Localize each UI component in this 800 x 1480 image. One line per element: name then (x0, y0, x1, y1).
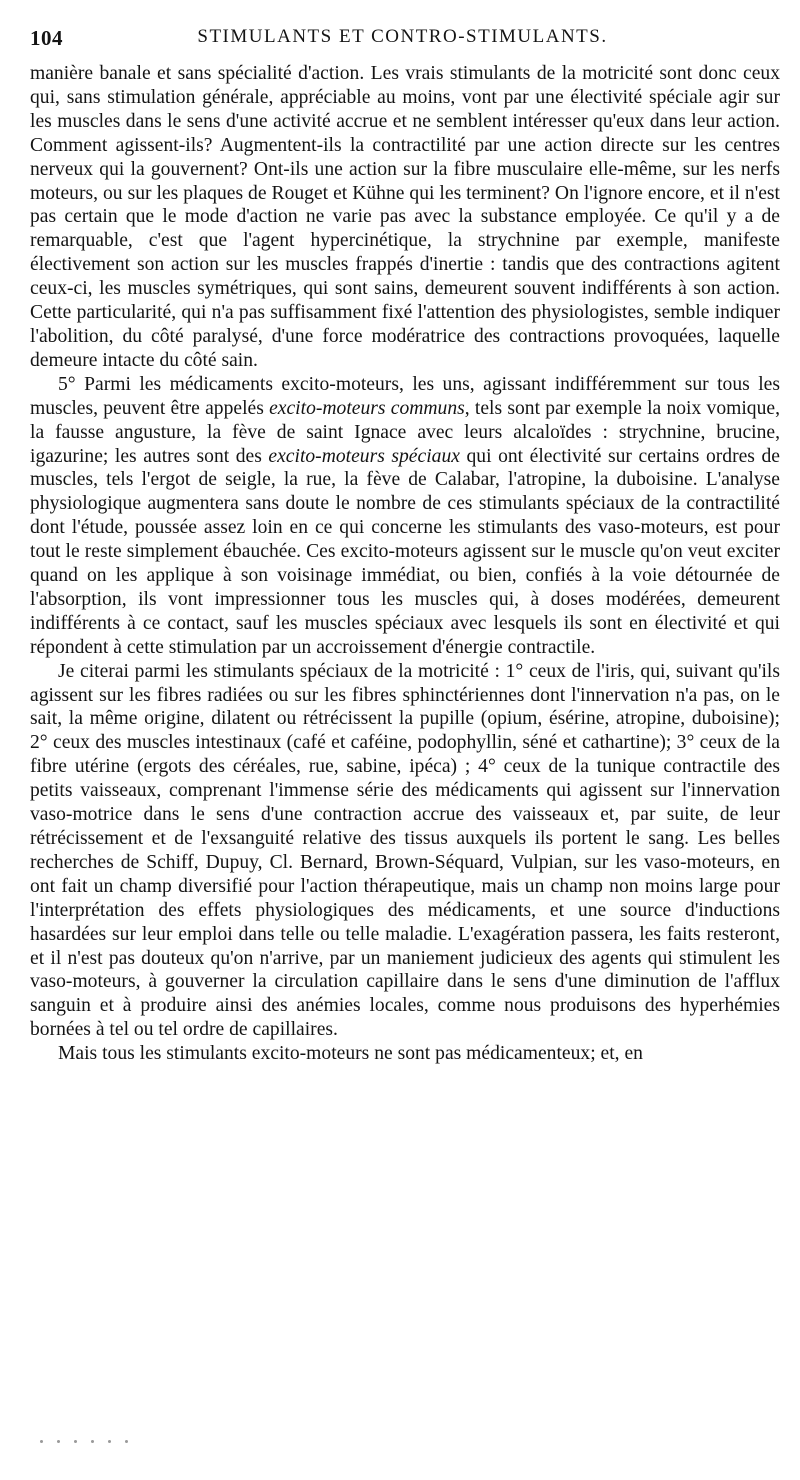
text-segment: qui ont électivité sur certains ordres de muscles, tels l'ergot de seigle, la rue, la fève de Calabar, l'atropine, la duboisine. L'analyse physiologique augmentera sans doute le nombre de ces stimulants spéciaux de la contractilité dont l'étude, poussée assez loin en ce qui concerne les stimulants des vaso-moteurs, est pour tout le reste simplement ébauchée. Ces excito-moteurs agissent sur le muscle qu'on veut exciter quand on les applique à son voisinage immédiat, ou bien, confiés à la voie détournée de l'absorption, ils vont impressionner tous les muscles qui, à doses modérées, demeurent indifférents à ce contact, sauf les muscles spéciaux avec lesquels ils sont en électivité et qui répondent à cette stimulation par un accroissement d'énergie contractile. (30, 445, 780, 658)
print-speck (74, 1440, 77, 1443)
print-speck (57, 1440, 60, 1443)
print-speck (108, 1440, 111, 1443)
footer-print-marks (40, 1428, 240, 1436)
paragraph-4 (30, 1042, 780, 1066)
page-number: 104 (30, 26, 63, 50)
print-speck (91, 1440, 94, 1443)
text-segment: 5° Parmi les médicaments excito-moteurs, les uns, agissant indifféremment sur tous les muscles, peuvent être appelés (30, 373, 780, 419)
paragraph-3 (30, 660, 780, 1043)
italic-term: excito-moteurs spéciaux (268, 445, 460, 467)
print-speck (40, 1440, 43, 1443)
text-segment: Mais tous les stimulants excito-moteurs ne sont pas médicamenteux; et, en (58, 1043, 643, 1065)
italic-term: excito-moteurs communs (269, 397, 465, 419)
paragraph-1 (30, 62, 780, 373)
text-segment: manière banale et sans spécialité d'action. Les vrais stimulants de la motricité sont donc ceux qui, sans stimulation générale, appréciable au moins, vont par une électivité spéciale agir sur les muscles dans le sens d'une activité accrue et ne semblent intéresser qu'eux dans leur action. Comment agissent-ils? Augmentent-ils la contractilité par une action directe sur les centres nerveux qui la gouvernent? Ont-ils une action sur la fibre musculaire elle-même, sur les nerfs moteurs, ou sur les plaques de Rouget et Kühne qui les terminent? On l'ignore encore, et il n'est pas certain que le mode d'action ne varie pas avec la substance employée. Ce qu'il y a de remarquable, c'est que l'agent hypercinétique, la strychnine par exemple, manifeste électivement son action sur les muscles frappés d'inertie : tandis que des contractions agitent ceux-ci, les muscles symétriques, qui sont sains, demeurent souvent indifférents à son action. Cette particularité, qui n'a pas suffisamment fixé l'attention des physiologistes, semble indiquer l'abolition, du côté paralysé, d'une force modératrice des contractions provoquées, laquelle demeure intacte du côté sain. (30, 63, 780, 371)
body-text (30, 62, 780, 1066)
running-head: STIMULANTS ET CONTRO-STIMULANTS. (197, 26, 608, 47)
text-segment: , tels sont par exemple la noix vomique, la fausse angusture, la fève de saint Ignace avec leurs alcaloïdes : strychnine, brucine, igazurine; les autres sont des (30, 397, 780, 467)
text-segment: Je citerai parmi les stimulants spéciaux de la motricité : 1° ceux de l'iris, qui, suivant qu'ils agissent sur les fibres radiées ou sur les fibres sphinctériennes dont l'innervation n'a pas, on le sait, la même origine, dilatent ou rétrécissent la pupille (opium, ésérine, atropine, duboisine); 2° ceux des muscles intestinaux (café et caféine, podophyllin, séné et cathartine); 3° ceux de la fibre utérine (ergots des céréales, rue, sabine, ipéca) ; 4° ceux de la tunique contractile des petits vaisseaux, comprenant l'immense série des médicaments qui agissent sur l'innervation vaso-motrice dans le sens d'une contraction accrue des vaisseaux et, par suite, de leur rétrécissement et de l'exsanguité relative des tissus auxquels ils portent le sang. Les belles recherches de Schiff, Dupuy, Cl. Bernard, Brown-Séquard, Vulpian, sur les vaso-moteurs, en ont fait un champ diversifié pour l'action thérapeutique, mais un champ non moins large pour l'interprétation des effets physiologiques des médicaments, et une source d'inductions hasardées sur leur emploi dans telle ou telle maladie. L'exagération passera, les faits resteront, et il n'est pas douteux qu'on n'arrive, par un maniement judicieux des agents qui stimulent les vaso-moteurs, à gouverner la circulation capillaire dans le sens d'une diminution de l'afflux sanguin et à produire ainsi des anémies locales, comme nous produisons des hyperhémies bornées à tel ou tel ordre de capillaires. (30, 660, 780, 1041)
page-header (30, 26, 775, 52)
print-speck (125, 1440, 128, 1443)
paragraph-2 (30, 373, 780, 660)
